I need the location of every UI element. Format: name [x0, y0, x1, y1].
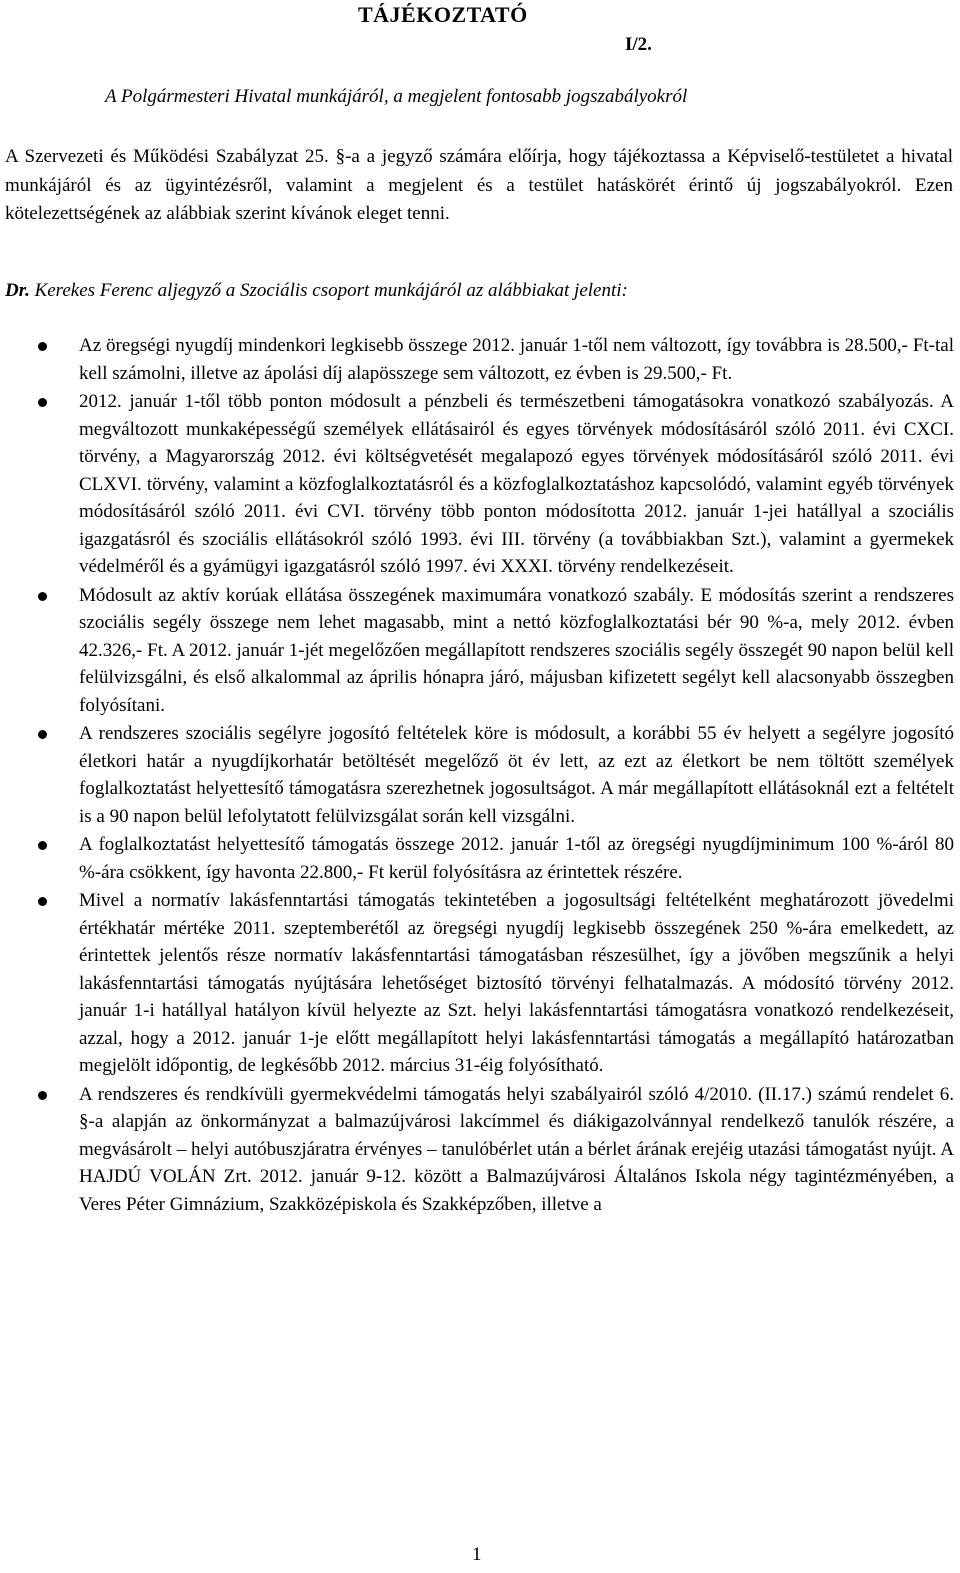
- bullet-icon: [38, 592, 47, 601]
- bullet-list: [0, 332, 960, 1218]
- list-item: [0, 388, 960, 581]
- bullet-icon: [38, 398, 47, 407]
- list-item: [0, 887, 960, 1080]
- page-number: 1: [472, 1544, 482, 1565]
- list-item: [0, 1081, 960, 1219]
- document-subtitle: A Polgármesteri Hivatal munkájáról, a megjelent fontosabb jogszabályokról: [105, 86, 688, 107]
- document-title: TÁJÉKOZTATÓ: [358, 2, 528, 27]
- section-heading-prefix: Dr.: [5, 280, 30, 301]
- list-item-text: Az öregségi nyugdíj mindenkori legkisebb összege 2012. január 1-től nem változott, így továbbra is 28.500,- Ft-tal kell számolni, illetve az ápolási díj alapösszege sem változott, ez évben is 29.500,- Ft.: [79, 335, 954, 384]
- list-item-text: Mivel a normatív lakásfenntartási támogatás tekintetében a jogosultsági feltételként meghatározott jövedelmi értékhatár mértéke 2011. szeptemberétől az öregségi nyugdíj legkisebb összegének 250 %-ára emelkedett, az érintettek jelentős része normatív lakásfenntartási támogatásban részesülhet, így a jövőben megszűnik a helyi lakásfenntartási támogatás nyújtására lehetőséget biztosító törvényi felhatalmazás. A módosító törvény 2012. január 1-i hatállyal hatályon kívül helyezte az Szt. helyi lakásfenntartási támogatásra vonatkozó rendelkezéseit, azzal, hogy a 2012. január 1-je előtt megállapított helyi lakásfenntartási támogatás a megállapító határozatban megjelölt időpontig, de legkésőbb 2012. március 31-éig folyósítható.: [79, 890, 954, 1076]
- list-item: [0, 332, 960, 387]
- list-item-text: A rendszeres és rendkívüli gyermekvédelmi támogatás helyi szabályairól szóló 4/2010. (II.17.) számú rendelet 6. §-a alapján az önkormányzat a balmazújvárosi lakcímmel és diákigazolvánnyal rendelkező tanulók részére, a megvásárolt – helyi autóbuszjáratra érvényes – tanulóbérlet után a bérlet árának erejéig utazási támogatást nyújt. A HAJDÚ VOLÁN Zrt. 2012. január 9-12. között a Balmazújvárosi Általános Iskola négy tagintézményében, a Veres Péter Gimnázium, Szakközépiskola és Szakképzőben, illetve a: [79, 1083, 954, 1215]
- intro-paragraph: A Szervezeti és Működési Szabályzat 25. §-a a jegyző számára előírja, hogy tájékoztassa a Képviselő-testületet a hivatal munkájáról és az ügyintézésről, valamint a megjelent és a testület hatáskörét érintő új jogszabályokról. Ezen kötelezettségének az alábbiak szerint kívánok eleget tenni.: [5, 146, 953, 224]
- list-item-text: A foglalkoztatást helyettesítő támogatás összege 2012. január 1-től az öregségi nyugdíjminimum 100 %-áról 80 %-ára csökkent, így havonta 22.800,- Ft kerül folyósításra az érintettek részére.: [79, 834, 954, 883]
- list-item-text: A rendszeres szociális segélyre jogosító feltételek köre is módosult, a korábbi 55 év helyett a segélyre jogosító életkori határ a nyugdíjkorhatár betöltését megelőző öt év lett, az ezt az életkort be nem töltött személyek foglalkoztatást helyettesítő támogatásra szerezhetnek jogosultságot. A már megállapított ellátásoknál ezt a feltételt is a 90 napon belül lefolytatott felülvizsgálat során kell vizsgálni.: [79, 723, 954, 827]
- document-number: I/2.: [625, 34, 652, 55]
- section-heading-text: Kerekes Ferenc aljegyző a Szociális csoport munkájáról az alábbiakat jelenti:: [29, 280, 628, 301]
- list-item-text: 2012. január 1-től több ponton módosult a pénzbeli és természetbeni támogatásokra vonatkozó szabályozás. A megváltozott munkaképességű személyek ellátásairól és egyes törvények módosításáról szóló 2011. évi CXCI. törvény, a Magyarország 2012. évi költségvetését megalapozó egyes törvények módosításáról szóló 2011. évi CLXVI. törvény, valamint a közfoglalkoztatásról és a közfoglalkoztatáshoz kapcsolódó, valamint egyéb törvények módosításáról szóló 2011. évi CVI. törvény több ponton módosította 2012. január 1-jei hatállyal a szociális igazgatásról és szociális ellátásokról szóló 1993. évi III. törvény (a továbbiakban Szt.), valamint a gyermekek védelméről és a gyámügyi igazgatásról szóló 1997. évi XXXI. törvény rendelkezéseit.: [79, 391, 954, 577]
- section-heading: [5, 280, 628, 302]
- list-item: [0, 831, 960, 886]
- list-item: [0, 582, 960, 720]
- bullet-icon: [38, 1091, 47, 1100]
- bullet-icon: [38, 730, 47, 739]
- bullet-icon: [38, 897, 47, 906]
- bullet-icon: [38, 342, 47, 351]
- bullet-icon: [38, 841, 47, 850]
- list-item: [0, 720, 960, 830]
- list-item-text: Módosult az aktív korúak ellátása összegének maximumára vonatkozó szabály. E módosítás szerint a rendszeres szociális segély összege nem lehet magasabb, mint a nettó közfoglalkoztatási bér 90 %-a, mely 2012. évben 42.326,- Ft. A 2012. január 1-jét megelőzően megállapított rendszeres szociális segély összegét 90 napon belül kell felülvizsgálni, és első alkalommal az április hónapra járó, májusban kifizetett segélyt kell alacsonyabb összegben folyósítani.: [79, 584, 954, 716]
